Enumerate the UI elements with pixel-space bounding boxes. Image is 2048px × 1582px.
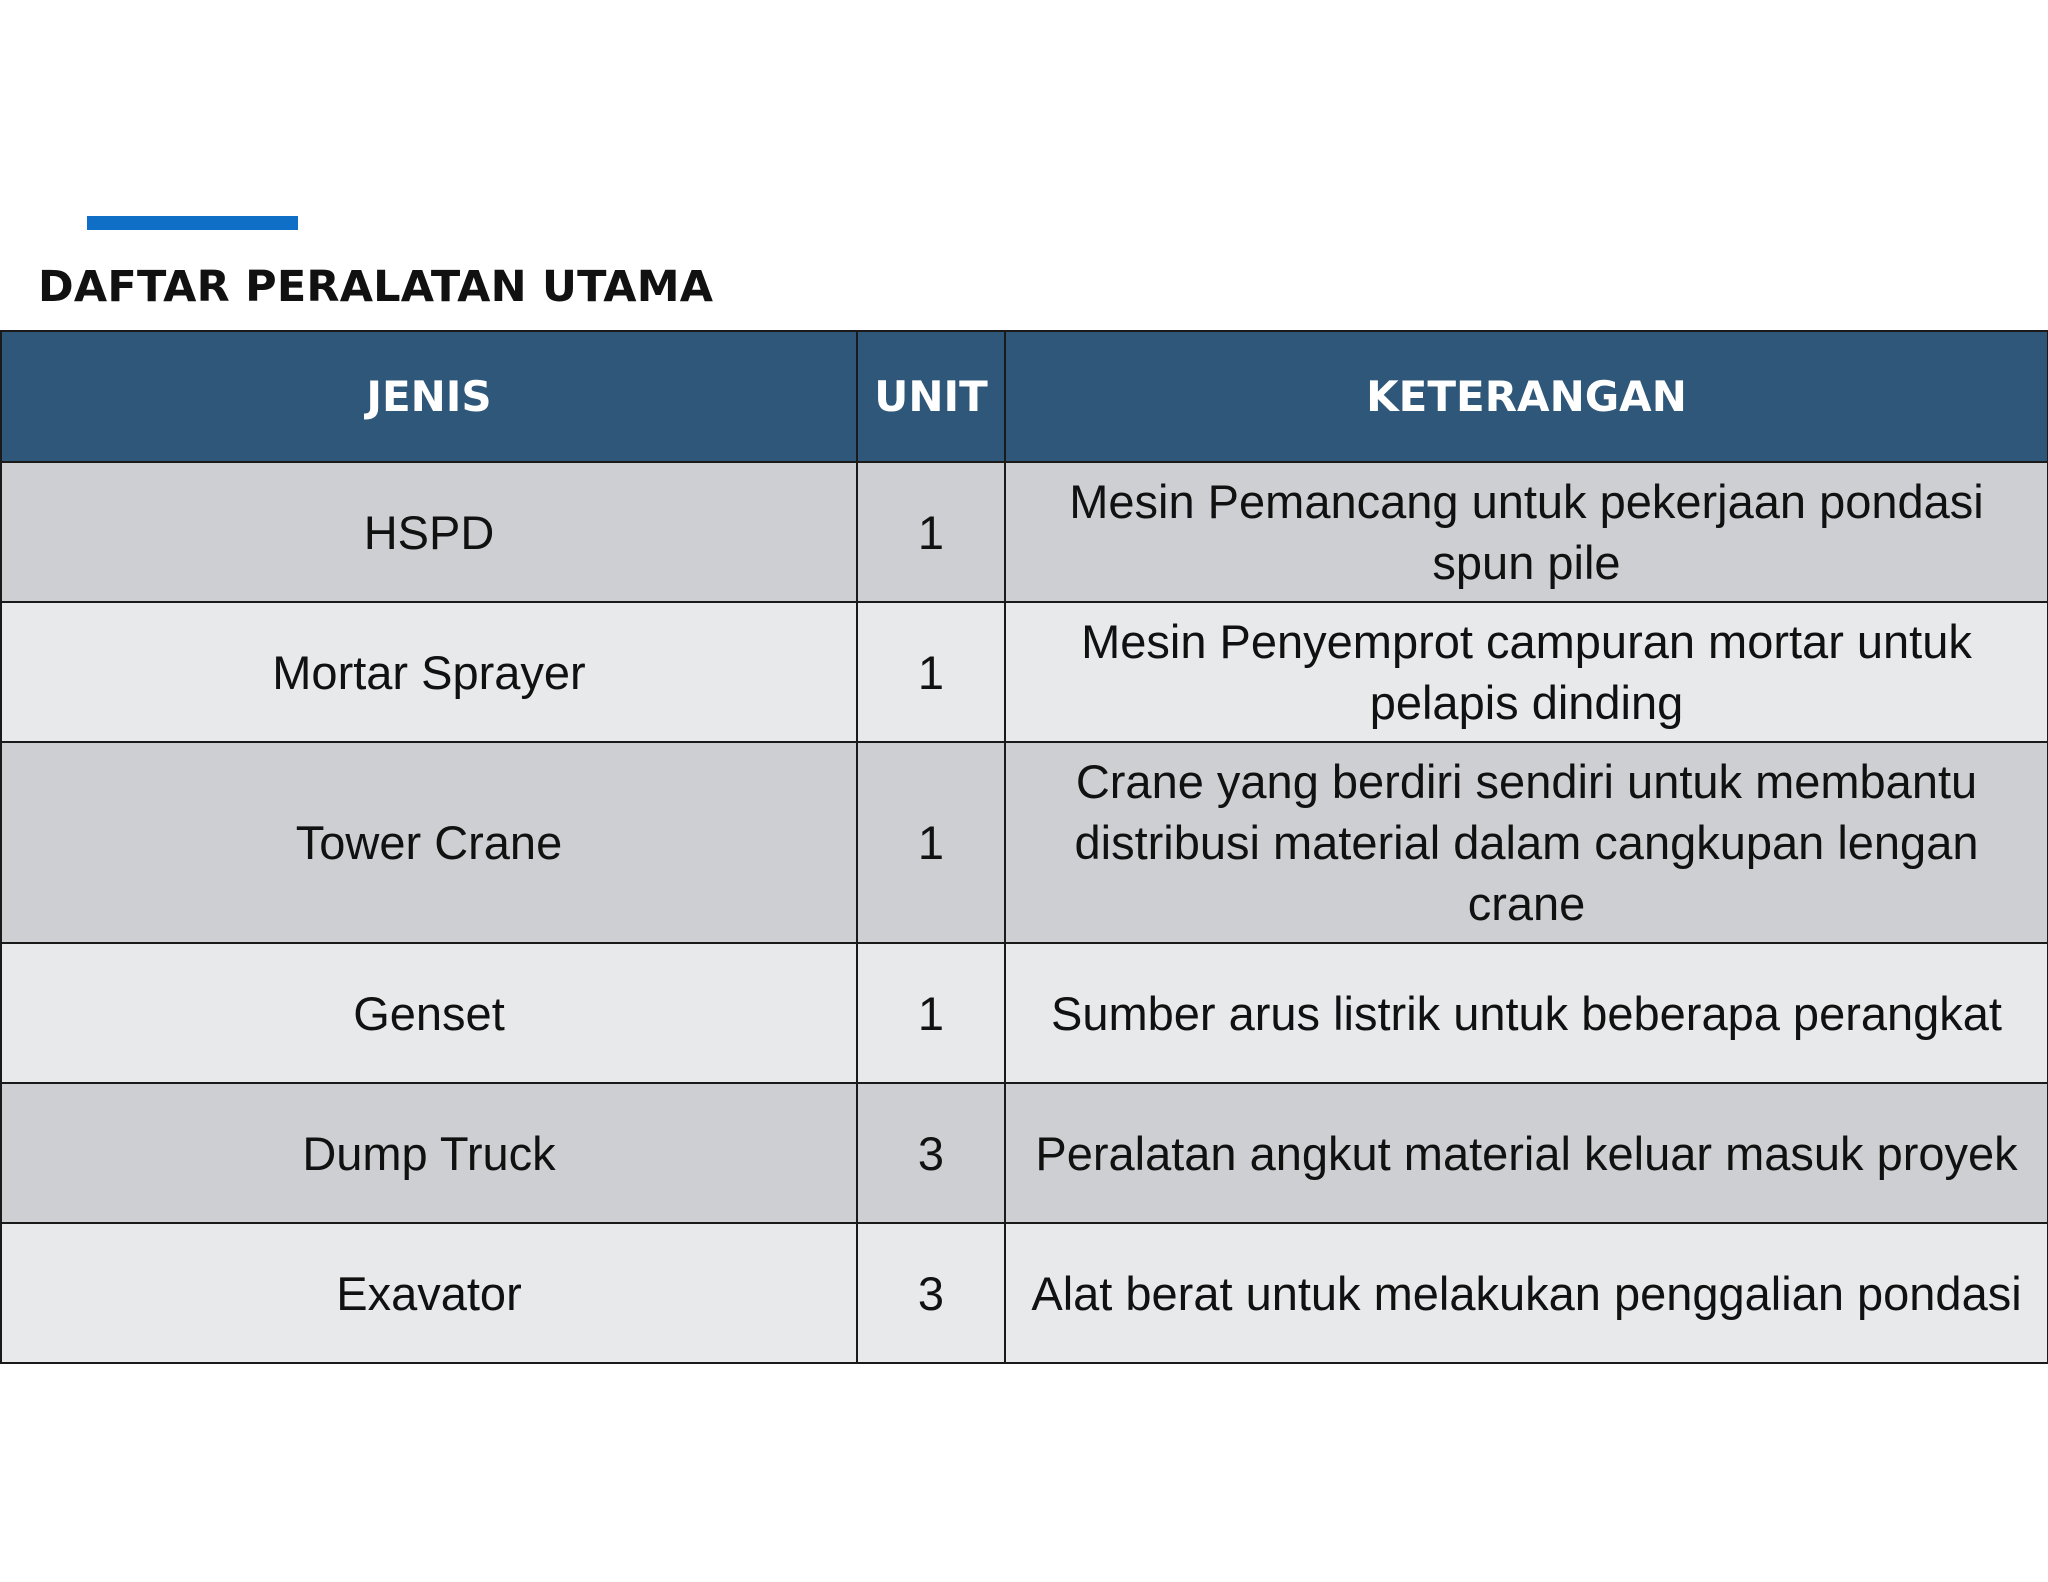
cell-unit: 1 [857,943,1005,1083]
table-header-row [1,331,2048,462]
cell-jenis: HSPD [1,462,857,602]
table-row [1,943,2048,1083]
cell-keterangan: Mesin Pemancang untuk pekerjaan pondasi spun pile [1005,462,2048,602]
table-row [1,602,2048,742]
table-row [1,462,2048,602]
column-header-jenis: JENIS [1,331,857,462]
cell-unit: 3 [857,1223,1005,1363]
cell-keterangan: Alat berat untuk melakukan penggalian pondasi [1005,1223,2048,1363]
column-header-keterangan: KETERANGAN [1005,331,2048,462]
column-header-unit: UNIT [857,331,1005,462]
cell-unit: 1 [857,602,1005,742]
cell-jenis: Mortar Sprayer [1,602,857,742]
cell-keterangan: Sumber arus listrik untuk beberapa perangkat [1005,943,2048,1083]
title-accent-bar [87,216,298,230]
table-row [1,1223,2048,1363]
equipment-table [0,330,2048,1364]
cell-jenis: Genset [1,943,857,1083]
cell-unit: 3 [857,1083,1005,1223]
cell-keterangan: Mesin Penyemprot campuran mortar untuk pelapis dinding [1005,602,2048,742]
cell-unit: 1 [857,742,1005,943]
cell-unit: 1 [857,462,1005,602]
cell-jenis: Exavator [1,1223,857,1363]
table-row [1,742,2048,943]
table-row [1,1083,2048,1223]
cell-keterangan: Peralatan angkut material keluar masuk proyek [1005,1083,2048,1223]
cell-jenis: Dump Truck [1,1083,857,1223]
cell-jenis: Tower Crane [1,742,857,943]
cell-keterangan: Crane yang berdiri sendiri untuk membantu distribusi material dalam cangkupan lengan crane [1005,742,2048,943]
page-title: DAFTAR PERALATAN UTAMA [38,262,714,312]
